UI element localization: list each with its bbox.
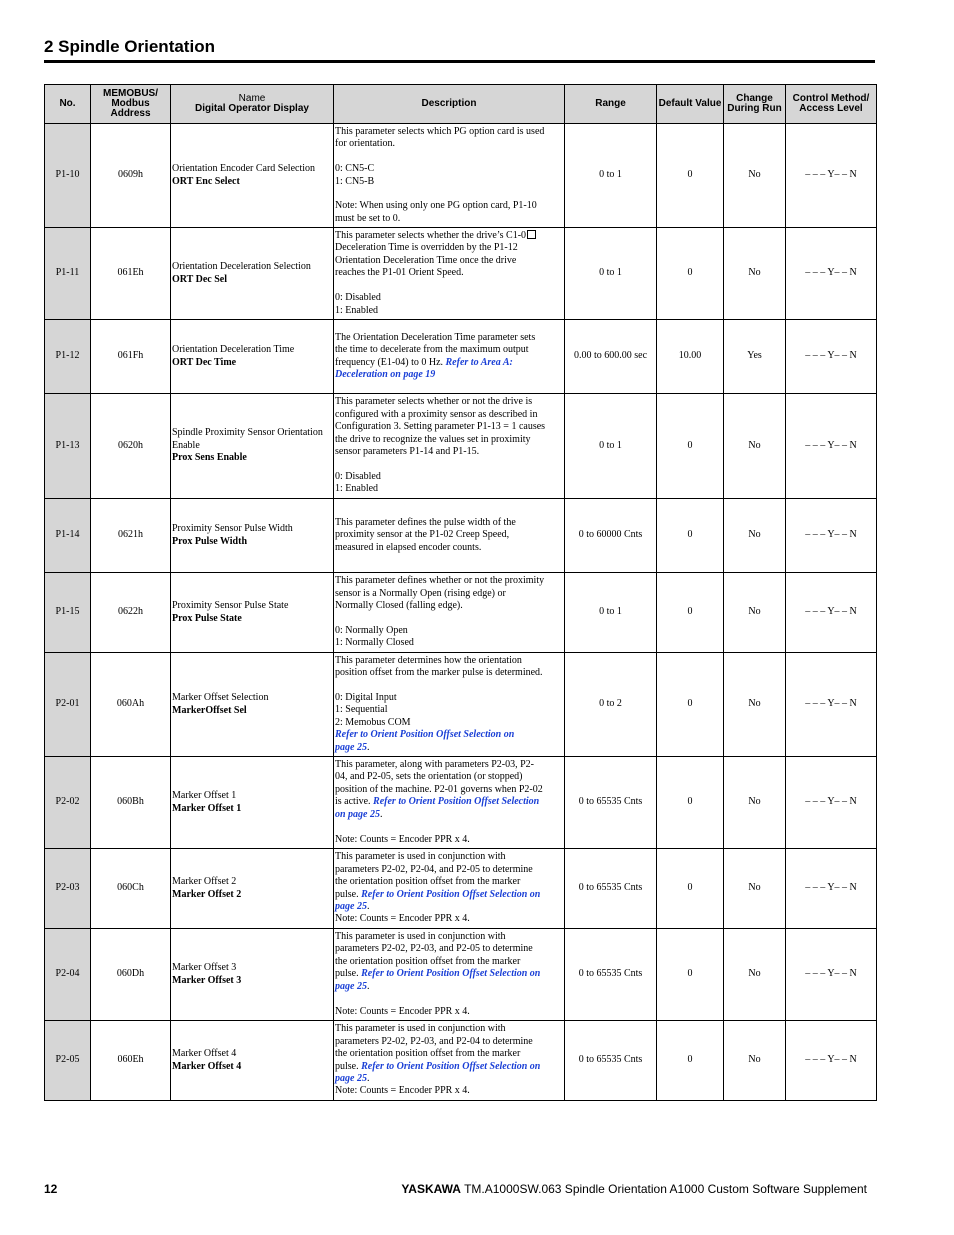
description-line <box>335 357 562 369</box>
description-text: This parameter defines whether or not the proximity <box>335 575 545 587</box>
description-line <box>335 1061 562 1073</box>
modbus-address: 0609h <box>91 124 171 228</box>
param-name-cell <box>171 320 334 394</box>
description-text: parameters P2-02, P2-03, and P2-05 to determine <box>335 943 533 955</box>
param-name: Marker Offset 1 <box>172 790 237 802</box>
description-text: 0: Digital Input <box>335 692 397 704</box>
modbus-address: 0622h <box>91 573 171 653</box>
param-name: Marker Offset 4 <box>172 1048 237 1060</box>
description-text: The Orientation Deceleration Time parameter sets <box>335 331 536 343</box>
description-line <box>335 230 562 242</box>
param-range: 0 to 65535 Cnts <box>565 757 657 849</box>
description-text: the drive to recognize the values set in proximity <box>335 433 531 445</box>
description-line <box>335 851 562 863</box>
modbus-address: 060Eh <box>91 1021 171 1101</box>
access-level: – – – Y– – N <box>786 573 877 653</box>
cross-reference-link[interactable]: page 25 <box>335 741 367 753</box>
description-line <box>335 600 562 612</box>
operator-display: Marker Offset 4 <box>172 1060 242 1072</box>
description-text: sensor parameters P1-14 and P1-15. <box>335 446 480 457</box>
param-default: 0 <box>657 394 724 499</box>
param-number: P1-10 <box>45 124 91 228</box>
param-range: 0 to 1 <box>565 394 657 499</box>
param-name-cell <box>171 228 334 320</box>
change-during-run: No <box>724 757 786 849</box>
modbus-address: 060Dh <box>91 929 171 1021</box>
cross-reference-link[interactable]: Deceleration on page 19 <box>335 368 436 380</box>
description-line <box>335 188 562 200</box>
change-during-run: No <box>724 124 786 228</box>
param-name: Marker Offset 2 <box>172 876 237 888</box>
cross-reference-link[interactable]: Refer to Orient Position Offset Selection on <box>361 888 541 900</box>
description-line <box>335 369 562 381</box>
param-name-cell <box>171 499 334 573</box>
description-line <box>335 305 562 317</box>
description-line <box>335 163 562 175</box>
param-range: 0 to 1 <box>565 228 657 320</box>
footer-document <box>401 1182 867 1196</box>
param-default: 0 <box>657 1021 724 1101</box>
access-level: – – – Y– – N <box>786 929 877 1021</box>
change-during-run: No <box>724 929 786 1021</box>
description-text: the orientation position offset from the marker <box>335 1048 521 1060</box>
param-number: P1-15 <box>45 573 91 653</box>
description-text: 04, and P2-05, sets the orientation (or stopped) <box>335 771 523 783</box>
table-row <box>45 394 877 499</box>
col-header-control: Control Method/ Access Level <box>786 85 877 124</box>
param-description <box>334 929 565 1021</box>
cross-reference-link[interactable]: on page 25 <box>335 808 380 820</box>
description-line <box>335 200 562 212</box>
cross-reference-link[interactable]: Refer to Orient Position Offset Selection <box>373 796 540 808</box>
description-text: 1: CN5-B <box>335 175 375 187</box>
param-description <box>334 320 565 394</box>
description-line <box>335 1073 562 1085</box>
param-range: 0 to 60000 Cnts <box>565 499 657 573</box>
description-text: Note: Counts = Encoder PPR x 4. <box>335 913 470 925</box>
description-line <box>335 876 562 888</box>
description-text: is active. <box>335 796 374 808</box>
col-header-description: Description <box>334 85 565 124</box>
change-during-run: Yes <box>724 320 786 394</box>
change-during-run: No <box>724 499 786 573</box>
description-line <box>335 821 562 833</box>
description-line <box>335 446 562 458</box>
description-line <box>335 796 562 808</box>
footer-document-title: TM.A1000SW.063 Spindle Orientation A1000 Custom Software Supplement <box>464 1182 867 1196</box>
description-line <box>335 434 562 446</box>
description-line <box>335 968 562 980</box>
table-row <box>45 499 877 573</box>
access-level: – – – Y– – N <box>786 228 877 320</box>
change-during-run: No <box>724 573 786 653</box>
description-text: 0: CN5-C <box>335 163 375 175</box>
param-default: 0 <box>657 653 724 757</box>
modbus-address: 0620h <box>91 394 171 499</box>
param-default: 0 <box>657 757 724 849</box>
description-text: . <box>366 1072 370 1084</box>
param-default: 0 <box>657 573 724 653</box>
description-line <box>335 332 562 344</box>
description-line <box>335 956 562 968</box>
param-description <box>334 1021 565 1101</box>
cross-reference-link[interactable]: Refer to Orient Position Offset Selection on <box>361 968 541 980</box>
description-line <box>335 717 562 729</box>
description-line <box>335 625 562 637</box>
param-default: 0 <box>657 929 724 1021</box>
param-name: Marker Offset Selection <box>172 692 269 704</box>
param-name-cell <box>171 394 334 499</box>
description-text: 1: Normally Closed <box>335 637 414 649</box>
description-text: configured with a proximity sensor as described in <box>335 408 538 420</box>
description-line <box>335 458 562 470</box>
description-line <box>335 267 562 279</box>
description-line <box>335 680 562 692</box>
param-name-cell <box>171 929 334 1021</box>
description-line <box>335 242 562 254</box>
param-number: P2-03 <box>45 849 91 929</box>
description-text: pulse. <box>335 888 362 900</box>
param-description <box>334 573 565 653</box>
description-text: parameters P2-02, P2-03, and P2-04 to determine <box>335 1035 533 1047</box>
description-line <box>335 692 562 704</box>
col-header-range: Range <box>565 85 657 124</box>
param-number: P2-04 <box>45 929 91 1021</box>
operator-display: Prox Sens Enable <box>172 452 247 464</box>
description-text: position of the machine. P2-01 governs when P2-02 <box>335 783 543 795</box>
change-during-run: No <box>724 394 786 499</box>
description-text: . <box>366 741 370 753</box>
description-line <box>335 409 562 421</box>
table-row <box>45 757 877 849</box>
param-name: Marker Offset 3 <box>172 962 237 974</box>
description-line <box>335 344 562 356</box>
description-text: 0: Normally Open <box>335 624 408 636</box>
access-level: – – – Y– – N <box>786 757 877 849</box>
description-line <box>335 613 562 625</box>
description-text: This parameter is used in conjunction with <box>335 851 506 863</box>
description-text: pulse. <box>335 968 362 980</box>
description-line <box>335 421 562 433</box>
description-line <box>335 529 562 541</box>
operator-display: Prox Pulse State <box>172 612 242 624</box>
description-text: Configuration 3. Setting parameter P1-13 = 1 causes <box>335 421 546 433</box>
description-line <box>335 1048 562 1060</box>
change-during-run: No <box>724 849 786 929</box>
access-level: – – – Y– – N <box>786 124 877 228</box>
description-line <box>335 396 562 408</box>
param-range: 0 to 1 <box>565 124 657 228</box>
param-default: 0 <box>657 228 724 320</box>
param-description <box>334 394 565 499</box>
param-default: 0 <box>657 849 724 929</box>
description-text: reaches the P1-01 Orient Speed. <box>335 267 464 279</box>
change-during-run: No <box>724 228 786 320</box>
description-line <box>335 1036 562 1048</box>
description-text: . <box>380 808 383 820</box>
operator-display: ORT Enc Select <box>172 175 240 187</box>
description-line <box>335 255 562 267</box>
description-text: the orientation position offset from the marker <box>335 876 521 888</box>
col-header-name-bottom: Digital Operator Display <box>195 103 309 114</box>
description-text: Deceleration Time is overridden by the P1-12 <box>335 242 518 254</box>
table-row <box>45 228 877 320</box>
description-line <box>335 759 562 771</box>
description-text: Note: When using only one PG option card, P1-10 <box>335 200 537 212</box>
description-line <box>335 742 562 754</box>
table-row <box>45 929 877 1021</box>
param-description <box>334 849 565 929</box>
description-text: proximity sensor at the P1-02 Creep Speed, <box>335 529 510 541</box>
param-default: 10.00 <box>657 320 724 394</box>
description-line <box>335 943 562 955</box>
operator-display: ORT Dec Time <box>172 356 237 368</box>
param-default: 0 <box>657 124 724 228</box>
access-level: – – – Y– – N <box>786 1021 877 1101</box>
table-row <box>45 124 877 228</box>
description-line <box>335 588 562 600</box>
table-row <box>45 849 877 929</box>
param-name-cell <box>171 653 334 757</box>
description-line <box>335 729 562 741</box>
modbus-address: 060Ch <box>91 849 171 929</box>
table-row <box>45 653 877 757</box>
col-header-default: Default Value <box>657 85 724 124</box>
description-line <box>335 637 562 649</box>
param-range: 0 to 65535 Cnts <box>565 849 657 929</box>
footer-brand: YASKAWA <box>401 1182 461 1196</box>
param-range: 0 to 65535 Cnts <box>565 929 657 1021</box>
param-default: 0 <box>657 499 724 573</box>
description-text: 0: Disabled <box>335 470 381 482</box>
param-number: P1-14 <box>45 499 91 573</box>
description-line <box>335 864 562 876</box>
description-line <box>335 575 562 587</box>
param-name: Orientation Deceleration Selection <box>172 261 311 273</box>
cross-reference-link[interactable]: page 25 <box>335 980 367 992</box>
param-number: P2-05 <box>45 1021 91 1101</box>
cross-reference-link[interactable]: Refer to Orient Position Offset Selection on <box>361 1060 541 1072</box>
description-text: This parameter, along with parameters P2-03, P2- <box>335 759 534 771</box>
param-name: Orientation Encoder Card Selection <box>172 163 316 175</box>
description-text: 1: Enabled <box>335 483 379 495</box>
description-line <box>335 834 562 846</box>
description-text: pulse. <box>335 1060 362 1072</box>
description-line <box>335 1006 562 1018</box>
operator-display: MarkerOffset Sel <box>172 704 247 716</box>
description-text: the orientation position offset from the marker <box>335 955 521 967</box>
description-line <box>335 517 562 529</box>
description-text: This parameter is used in conjunction with <box>335 931 506 943</box>
param-description <box>334 124 565 228</box>
col-header-name-top: Name <box>238 93 266 104</box>
description-text: This parameter is used in conjunction with <box>335 1023 506 1035</box>
description-line <box>335 280 562 292</box>
description-line <box>335 667 562 679</box>
description-line <box>335 176 562 188</box>
description-text: Normally Closed (falling edge). <box>335 600 463 612</box>
description-line <box>335 931 562 943</box>
description-text: This parameter determines how the orientation <box>335 654 522 666</box>
change-during-run: No <box>724 653 786 757</box>
description-text: This parameter defines the pulse width of the <box>335 516 516 528</box>
description-text: parameters P2-02, P2-04, and P2-05 to determine <box>335 863 533 875</box>
section-title: 2 Spindle Orientation <box>44 37 215 56</box>
modbus-address: 060Ah <box>91 653 171 757</box>
description-text: position offset from the marker pulse is determined. <box>335 667 543 679</box>
description-line <box>335 151 562 163</box>
access-level: – – – Y– – N <box>786 849 877 929</box>
param-number: P2-02 <box>45 757 91 849</box>
page-number: 12 <box>44 1182 58 1196</box>
col-header-memobus: MEMOBUS/ Modbus Address <box>91 85 171 124</box>
parameter-table <box>44 84 877 1101</box>
description-text: . <box>366 900 370 912</box>
description-line <box>335 483 562 495</box>
param-number: P1-13 <box>45 394 91 499</box>
description-text: Note: Counts = Encoder PPR x 4. <box>335 1085 470 1097</box>
param-description <box>334 757 565 849</box>
param-range: 0 to 2 <box>565 653 657 757</box>
change-during-run: No <box>724 1021 786 1101</box>
description-text: for orientation. <box>335 138 395 150</box>
cross-reference-link[interactable]: Refer to Area A: <box>445 356 513 368</box>
title-rule <box>44 60 875 63</box>
description-line <box>335 784 562 796</box>
cross-reference-link[interactable]: page 25 <box>335 1072 367 1084</box>
description-text: Orientation Deceleration Time once the drive <box>335 254 517 266</box>
col-header-no: No. <box>45 85 91 124</box>
table-row <box>45 320 877 394</box>
access-level: – – – Y– – N <box>786 320 877 394</box>
description-line <box>335 542 562 554</box>
param-name: Orientation Deceleration Time <box>172 344 295 356</box>
description-line <box>335 471 562 483</box>
cross-reference-link[interactable]: page 25 <box>335 900 367 912</box>
operator-display: Marker Offset 1 <box>172 802 242 814</box>
description-text: Note: Counts = Encoder PPR x 4. <box>335 1005 470 1017</box>
param-description <box>334 228 565 320</box>
param-name: Proximity Sensor Pulse State <box>172 600 289 612</box>
description-text: 0: Disabled <box>335 292 381 304</box>
description-line <box>335 1085 562 1097</box>
modbus-address: 061Eh <box>91 228 171 320</box>
description-line <box>335 655 562 667</box>
operator-display: Prox Pulse Width <box>172 535 248 547</box>
modbus-address: 061Fh <box>91 320 171 394</box>
description-text: This parameter selects whether the drive’s C1-0 <box>335 230 527 242</box>
description-text: Note: Counts = Encoder PPR x 4. <box>335 833 470 845</box>
param-name-cell <box>171 1021 334 1101</box>
description-line <box>335 292 562 304</box>
param-name-cell <box>171 757 334 849</box>
description-line <box>335 913 562 925</box>
param-number: P2-01 <box>45 653 91 757</box>
description-line <box>335 809 562 821</box>
param-number: P1-12 <box>45 320 91 394</box>
param-number: P1-11 <box>45 228 91 320</box>
param-name: Spindle Proximity Sensor Orientation Enable <box>172 427 323 451</box>
description-line <box>335 1023 562 1035</box>
table-header-row <box>45 85 877 124</box>
placeholder-box-icon <box>527 230 536 239</box>
modbus-address: 060Bh <box>91 757 171 849</box>
param-name-cell <box>171 124 334 228</box>
col-header-name <box>171 85 334 124</box>
description-line <box>335 213 562 225</box>
operator-display: ORT Dec Sel <box>172 273 228 285</box>
param-range: 0.00 to 600.00 sec <box>565 320 657 394</box>
access-level: – – – Y– – N <box>786 499 877 573</box>
param-name: Proximity Sensor Pulse Width <box>172 523 293 535</box>
description-text: must be set to 0. <box>335 212 401 224</box>
description-text: the time to decelerate from the maximum output <box>335 344 529 356</box>
description-line <box>335 126 562 138</box>
col-header-change: Change During Run <box>724 85 786 124</box>
param-range: 0 to 1 <box>565 573 657 653</box>
operator-display: Marker Offset 2 <box>172 888 242 900</box>
description-text: frequency (E1-04) to 0 Hz. <box>335 356 446 368</box>
operator-display: Marker Offset 3 <box>172 974 242 986</box>
param-description <box>334 653 565 757</box>
table-row <box>45 1021 877 1101</box>
description-line <box>335 889 562 901</box>
description-line <box>335 771 562 783</box>
access-level: – – – Y– – N <box>786 394 877 499</box>
description-text: 1: Sequential <box>335 704 388 716</box>
access-level: – – – Y– – N <box>786 653 877 757</box>
description-line <box>335 981 562 993</box>
description-text: This parameter selects whether or not the drive is <box>335 396 533 408</box>
cross-reference-link[interactable]: Refer to Orient Position Offset Selection on <box>335 729 515 741</box>
table-row <box>45 573 877 653</box>
description-text: 2: Memobus COM <box>335 716 411 728</box>
description-text: measured in elapsed encoder counts. <box>335 541 482 553</box>
description-line <box>335 993 562 1005</box>
description-text: This parameter selects which PG option card is used <box>335 125 545 137</box>
description-line <box>335 138 562 150</box>
param-range: 0 to 65535 Cnts <box>565 1021 657 1101</box>
description-text: . <box>366 980 370 992</box>
param-name-cell <box>171 573 334 653</box>
description-text: 1: Enabled <box>335 304 379 316</box>
description-line <box>335 901 562 913</box>
param-name-cell <box>171 849 334 929</box>
description-line <box>335 704 562 716</box>
description-text: sensor is a Normally Open (rising edge) or <box>335 587 506 599</box>
param-description <box>334 499 565 573</box>
modbus-address: 0621h <box>91 499 171 573</box>
